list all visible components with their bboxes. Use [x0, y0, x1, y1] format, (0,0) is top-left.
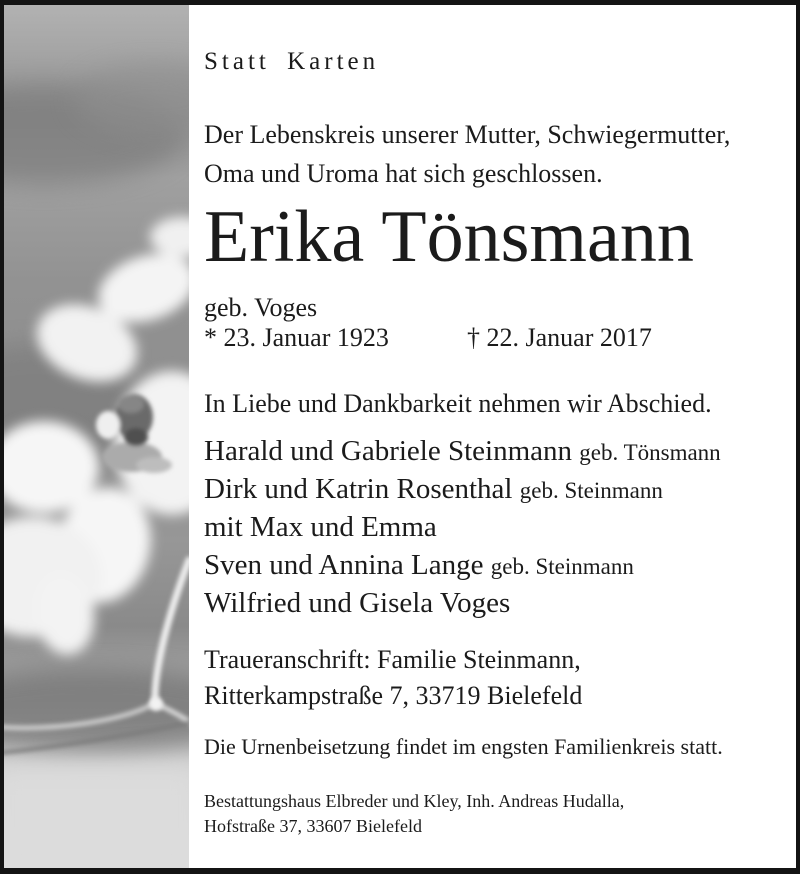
mourning-address-line-2: Ritterkampstraße 7, 33719 Bielefeld [204, 681, 583, 710]
notice-content [189, 5, 796, 868]
mourner-names: Dirk und Katrin Rosenthal [204, 473, 513, 505]
mourning-address-line-1: Traueranschrift: Familie Steinmann, [204, 645, 581, 674]
intro-line-1: Der Lebenskreis unserer Mutter, Schwiegermutter, [204, 120, 731, 149]
funeral-home-line-1: Bestattungshaus Elbreder und Kley, Inh. Andreas Hudalla, [204, 791, 625, 811]
mourner-names: Harald und Gabriele Steinmann [204, 435, 573, 467]
funeral-home [204, 789, 624, 839]
intro-line-2: Oma und Uroma hat sich geschlossen. [204, 159, 603, 188]
birth-date: * 23. Januar 1923 [204, 323, 389, 352]
maiden-name: geb. Voges [204, 293, 318, 322]
ceremony-note: Die Urnenbeisetzung findet im engsten Familienkreis statt. [204, 734, 723, 759]
orchid-photo [4, 5, 189, 868]
mourner-maiden-name: geb. Steinmann [490, 554, 634, 579]
mourner-line [204, 509, 721, 547]
mourner-line [204, 585, 721, 623]
funeral-home-line-2: Hofstraße 37, 33607 Bielefeld [204, 816, 422, 836]
mourner-names: Wilfried und Gisela Voges [204, 587, 511, 619]
mourning-address [204, 642, 582, 714]
mourner-maiden-name: geb. Tönsmann [579, 440, 721, 465]
life-dates [204, 323, 764, 353]
mourner-maiden-name: geb. Steinmann [519, 478, 663, 503]
deceased-name: Erika Tönsmann [204, 196, 694, 278]
preamble: Statt Karten [204, 48, 380, 75]
mourner-line [204, 547, 721, 585]
mourner-names: Sven und Annina Lange [204, 549, 484, 581]
death-date: † 22. Januar 2017 [467, 323, 652, 352]
mourners-list [204, 433, 721, 623]
orchid-photo-graphic [4, 5, 189, 868]
mourner-line [204, 471, 721, 509]
intro-text [204, 115, 730, 193]
mourner-names: mit Max und Emma [204, 511, 437, 543]
farewell-line: In Liebe und Dankbarkeit nehmen wir Abschied. [204, 389, 712, 418]
mourner-line [204, 433, 721, 471]
